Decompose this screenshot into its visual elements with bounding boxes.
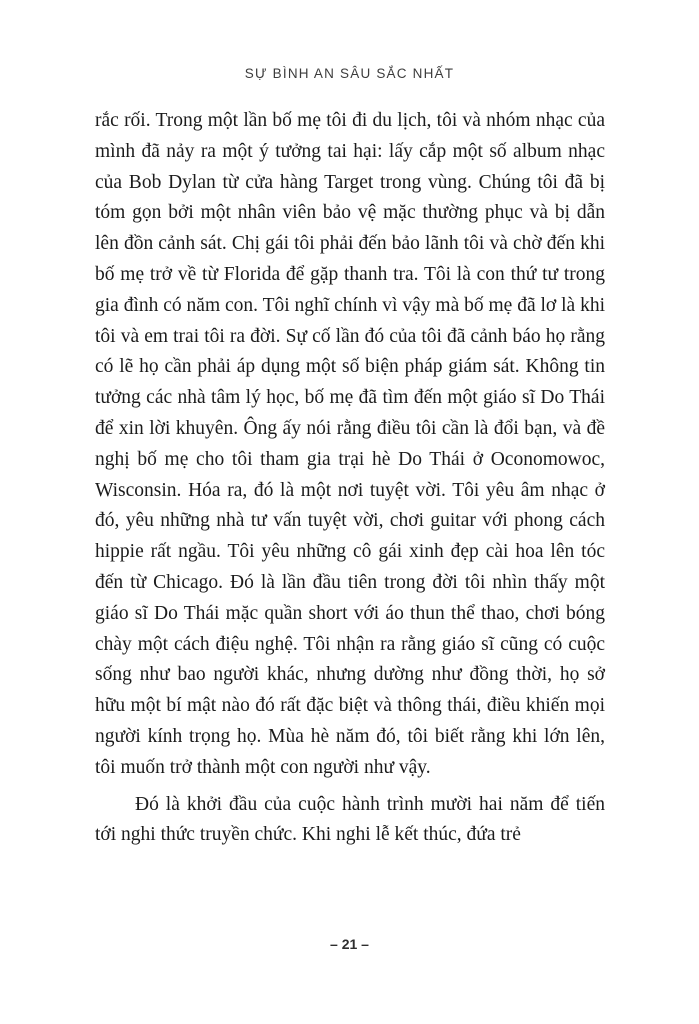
- paragraph: rắc rối. Trong một lần bố mẹ tôi đi du lịch, tôi và nhóm nhạc của mình đã nảy ra một ý tưởng tai hại: lấy cắp một số album nhạc của Bob Dylan từ cửa hàng Target trong vùng. Chúng tôi đã bị tóm gọn bởi một nhân viên bảo vệ mặc thường phục và bị dẫn lên đồn cảnh sát. Chị gái tôi phải đến bảo lãnh tôi và chờ đến khi bố mẹ trở về từ Florida để gặp thanh tra. Tôi là con thứ tư trong gia đình có năm con. Tôi nghĩ chính vì vậy mà bố mẹ đã lơ là khi tôi và em trai tôi ra đời. Sự cố lần đó của tôi đã cảnh báo họ rằng có lẽ họ cần phải áp dụng một số biện pháp giám sát. Không tin tưởng các nhà tâm lý học, bố mẹ đã tìm đến một giáo sĩ Do Thái để xin lời khuyên. Ông ấy nói rằng điều tôi cần là đổi bạn, và đề nghị bố mẹ cho tôi tham gia trại hè Do Thái ở Oconomowoc, Wisconsin. Hóa ra, đó là một nơi tuyệt vời. Tôi yêu âm nhạc ở đó, yêu những nhà tư vấn tuyệt vời, chơi guitar với phong cách hippie rất ngầu. Tôi yêu những cô gái xinh đẹp cài hoa lên tóc đến từ Chicago. Đó là lần đầu tiên trong đời tôi nhìn thấy một giáo sĩ Do Thái mặc quần short với áo thun thể thao, chơi bóng chày một cách điệu nghệ. Tôi nhận ra rằng giáo sĩ cũng có cuộc sống như bao người khác, nhưng dường như đồng thời, họ sở hữu một bí mật nào đó rất đặc biệt và thông thái, điều khiến mọi người kính trọng họ. Mùa hè năm đó, tôi biết rằng khi lớn lên, tôi muốn trở thành một con người như vậy.: [95, 110, 605, 778]
- running-header: SỰ BÌNH AN SÂU SẮC NHẤT: [244, 66, 455, 81]
- page-number: – 21 –: [330, 936, 369, 952]
- paragraph: Đó là khởi đầu của cuộc hành trình mười hai năm để tiến tới nghi thức truyền chức. Khi nghi lễ kết thúc, đứa trẻ: [95, 793, 605, 846]
- body-text: [95, 106, 605, 851]
